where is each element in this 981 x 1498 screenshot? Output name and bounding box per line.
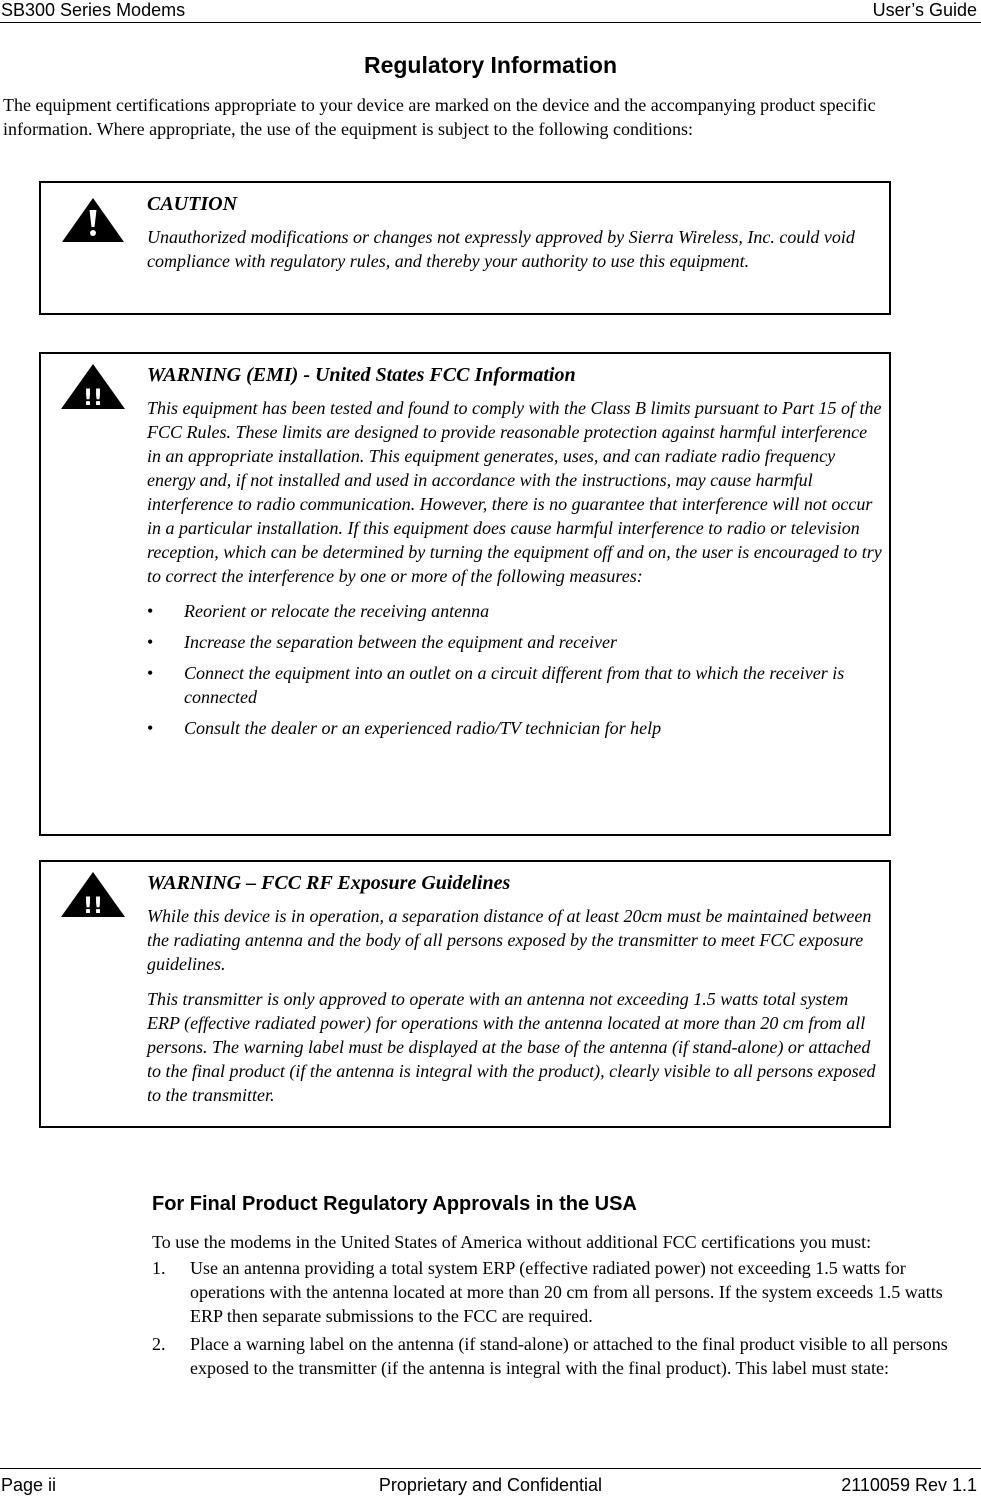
list-item: • Connect the equipment into an outlet on a circuit different from that to which the receiver is connected [147, 663, 845, 707]
page-title: Regulatory Information [363, 52, 617, 78]
rf-warning-para1: While this device is in operation, a separation distance of at least 20cm must be maintained between the radiating antenna and the body of all persons exposed by the transmitter to meet FCC exposure guidelines. [147, 906, 872, 974]
footer-page-number: Page ii [1, 1475, 57, 1495]
caution-box [39, 181, 891, 315]
emi-warning-text: This equipment has been tested and found to comply with the Class B limits pursuant to Part 15 of the FCC Rules. These limits are designed to provide reasonable protection against harmful interference in an appropriate installation. This equipment generates, uses, and can radiate radio frequency energy and, if not installed and used in accordance with the instructions, may cause harmful interference to radio communication. However, there is no guarantee that interference will not occur in a particular installation. If this equipment does cause harmful interference to radio or television reception, which can be determined by turning the equipment off and on, the user is encouraged to try to correct the interference by one or more of the following measures: [147, 398, 882, 586]
emi-measures-list [147, 599, 882, 740]
emi-warning-title: WARNING (EMI) - United States FCC Information [147, 364, 576, 386]
page-footer [0, 1468, 981, 1498]
caution-text: Unauthorized modifications or changes not expressly approved by Sierra Wireless, Inc. could void compliance with regulatory rules, and thereby your authority to use this equipment. [147, 227, 855, 271]
warning-double-exclamation-icon [58, 361, 128, 411]
footer-doc-revision: 2110059 Rev 1.1 [841, 1475, 977, 1495]
caution-content [147, 191, 882, 284]
rf-warning-box [39, 860, 891, 1128]
footer-confidentiality: Proprietary and Confidential [378, 1475, 603, 1495]
bullet: • [147, 718, 154, 738]
list-item: • Increase the separation between the equipment and receiver [147, 632, 618, 652]
intro-paragraph: The equipment certifications appropriate to your device are marked on the device and the accompanying product specific information. Where appropriate, the use of the equipment is subject to the following conditions: [3, 95, 876, 139]
list-item: 2. Place a warning label on the antenna (if stand-alone) or attached to the final product visible to all persons exposed to the transmitter (if the antenna is integral with the final product). This label must state: [152, 1334, 948, 1378]
rf-warning-title: WARNING – FCC RF Exposure Guidelines [147, 872, 511, 894]
emi-warning-content [147, 362, 882, 747]
list-item: 1. Use an antenna providing a total system ERP (effective radiated power) not exceeding 1.5 watts for operations with the antenna located at more than 20 cm from all persons. If the system exceeds 1.5 watts ERP then separate submissions to the FCC are required. [152, 1258, 943, 1326]
item-number: 1. [152, 1258, 166, 1278]
bullet: • [147, 663, 154, 683]
usa-section-title: For Final Product Regulatory Approvals in the USA [152, 1193, 637, 1215]
svg-text:!!: !! [82, 894, 104, 919]
emi-warning-box [39, 352, 891, 836]
svg-text:!!: !! [82, 386, 104, 411]
caution-title: CAUTION [147, 193, 238, 215]
caution-triangle-icon [58, 195, 128, 245]
header-guide-name: User’s Guide [872, 0, 977, 20]
warning-double-exclamation-icon [58, 869, 128, 919]
usa-section-intro: To use the modems in the United States of America without additional FCC certifications you must: [152, 1232, 872, 1252]
rf-warning-content [147, 870, 882, 1118]
page-header [0, 0, 981, 23]
header-doc-title: SB300 Series Modems [1, 0, 186, 20]
item-number: 2. [152, 1334, 166, 1354]
usa-requirements-list [152, 1256, 977, 1380]
bullet: • [147, 601, 154, 621]
rf-warning-para2: This transmitter is only approved to operate with an antenna not exceeding 1.5 watts total system ERP (effective radiated power) for operations with the antenna located at more than 20 cm from all persons. The warning label must be displayed at the base of the antenna (if stand-alone) or attached to the final product (if the antenna is integral with the product), clearly visible to all persons exposed to the transmitter. [147, 989, 876, 1105]
bullet: • [147, 632, 154, 652]
list-item: • Consult the dealer or an experienced radio/TV technician for help [147, 718, 662, 738]
usa-section-body [152, 1230, 977, 1384]
list-item: • Reorient or relocate the receiving antenna [147, 601, 490, 621]
